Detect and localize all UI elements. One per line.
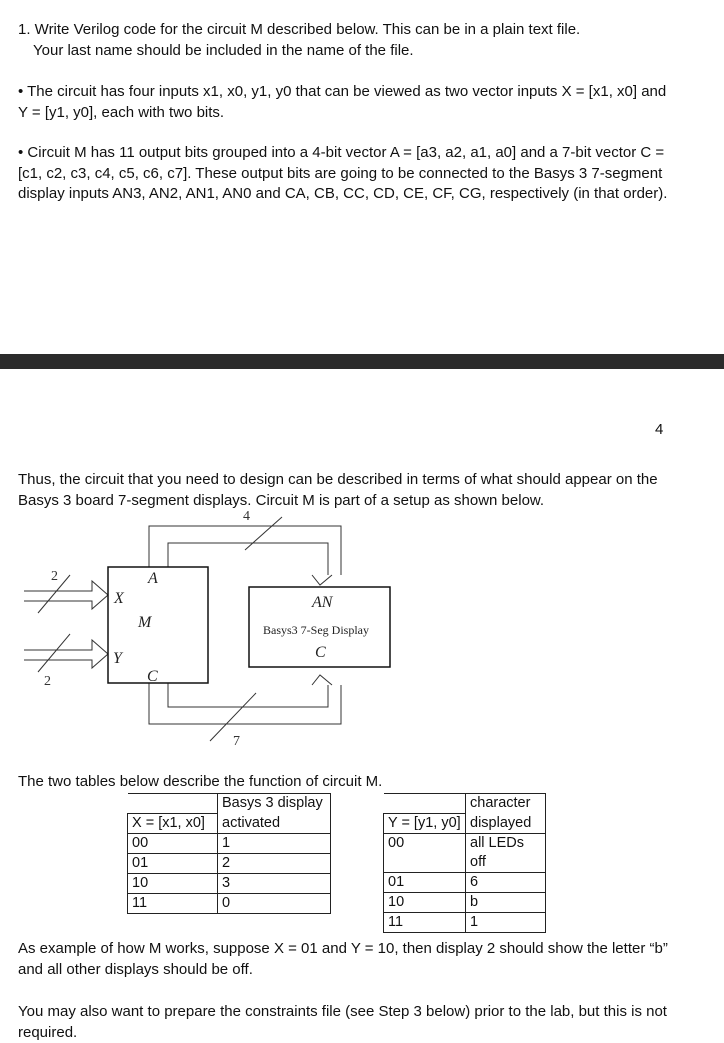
table-row: 10 3 <box>128 874 331 894</box>
bus-a-width: 4 <box>243 509 250 524</box>
label-x: X <box>114 590 124 607</box>
bullet-inputs: • The circuit has four inputs x1, x0, y1, y0 that can be viewed as two vector inputs X = [x1, x0] and Y = [y1, y0], each with two bits. <box>18 83 667 121</box>
label-a: A <box>148 570 158 587</box>
table-row: 01 2 <box>128 854 331 874</box>
display-name: Basys3 7-Seg Display <box>263 623 369 637</box>
circuit-m-box <box>108 567 208 683</box>
table2-header-line2: displayed <box>466 814 546 834</box>
table2-header-line1: character <box>466 794 546 814</box>
intro-paragraph: Thus, the circuit that you need to design can be described in terms of what should appear on the Basys 3 board 7-segment displays. Circuit M is part of a setup as shown below. <box>18 471 658 509</box>
display-c: C <box>315 644 326 661</box>
input-x-arrow <box>24 581 108 609</box>
tables-caption: The two tables below describe the function of circuit M. <box>18 773 383 790</box>
input-y-arrow <box>24 640 108 668</box>
example-paragraph: As example of how M works, suppose X = 01 and Y = 10, then display 2 should show the letter “b” and all other displays should be off. <box>18 940 668 978</box>
page-divider <box>0 354 724 369</box>
label-c: C <box>147 668 158 685</box>
bus-a-arrow <box>312 575 332 585</box>
table1-header-col1: X = [x1, x0] <box>128 814 218 834</box>
table-display-select <box>127 793 331 914</box>
task-heading: 1. Write Verilog code for the circuit M described below. This can be in a plain text file. <box>18 21 581 38</box>
table-row: 10 b <box>384 893 546 913</box>
table2-header-col1: Y = [y1, y0] <box>384 814 466 834</box>
page-number: 4 <box>655 421 664 438</box>
input-y-width: 2 <box>44 674 51 689</box>
table1-header-line2: activated <box>218 814 331 834</box>
bus-a-slash <box>245 517 282 550</box>
table-row: 00 1 <box>128 834 331 854</box>
table-row: 01 6 <box>384 873 546 893</box>
circuit-diagram <box>0 505 724 770</box>
table-character <box>383 793 546 933</box>
table-row: 00 all LEDs off <box>384 834 546 873</box>
bus-c-outer <box>149 683 341 724</box>
input-y-slash <box>38 634 70 672</box>
display-an: AN <box>312 594 333 611</box>
task-subline: Your last name should be included in the name of the file. <box>33 42 414 59</box>
table-row: 11 1 <box>384 913 546 933</box>
bus-c-arrow <box>312 675 332 685</box>
table1-header-line1: Basys 3 display <box>218 794 331 814</box>
bus-c-width: 7 <box>233 734 240 749</box>
label-y: Y <box>113 650 122 667</box>
bus-c-inner <box>168 683 328 707</box>
input-x-width: 2 <box>51 569 58 584</box>
label-m: M <box>138 614 152 631</box>
bullet-outputs: • Circuit M has 11 output bits grouped into a 4-bit vector A = [a3, a2, a1, a0] and a 7-bit vector C = [c1, c2, c3, c4, c5, c6, c7]. These output bits are going to be connected to the Basys 3 7-segment display inputs AN3, AN2, AN1, AN0 and CA, CB, CC, CD, CE, CF, CG, respectively (in that order). <box>18 144 668 202</box>
constraints-note: You may also want to prepare the constraints file (see Step 3 below) prior to the lab, but this is not required. <box>18 1003 667 1041</box>
table-row: 11 0 <box>128 894 331 914</box>
